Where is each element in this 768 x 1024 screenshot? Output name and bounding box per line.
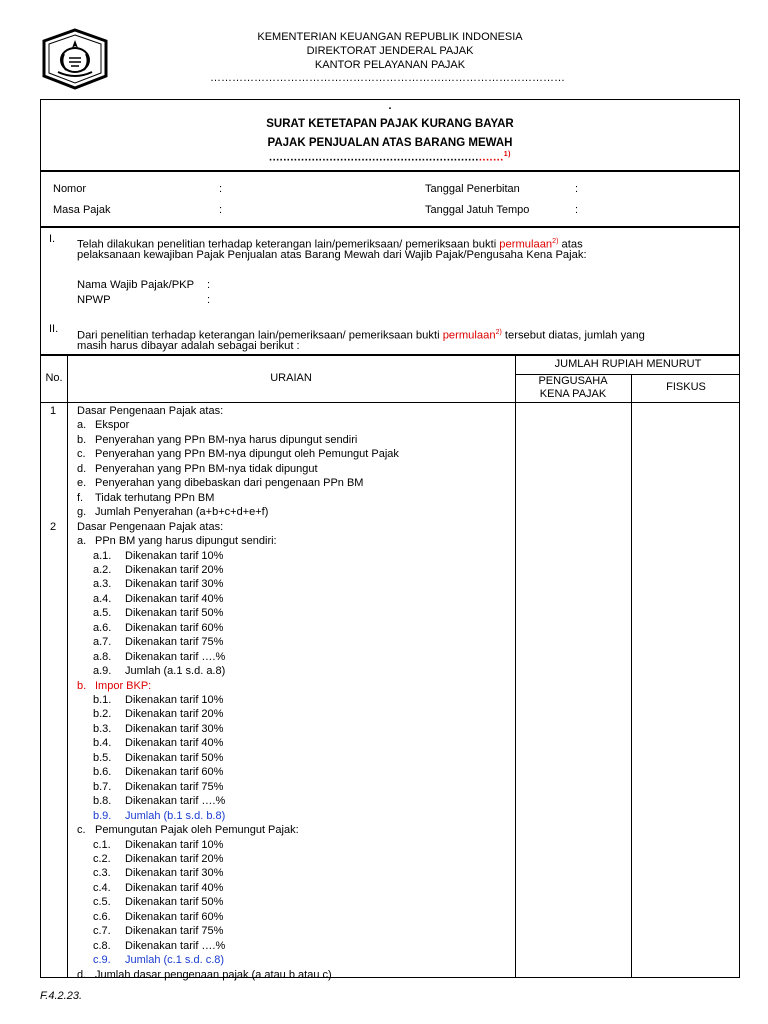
nomor-label: Nomor [53,183,87,195]
table-row: Jumlah (b.1 s.d. b.8) [125,809,226,822]
office-blank: ……………………………………………………….…………………………… [209,72,566,84]
row-label: b.4. [93,737,112,750]
col-divider-uraian [515,356,516,977]
nama-wp-label: Nama Wajib Pajak/PKP [77,279,195,291]
section-2-text-a: Dari penelitian terhadap keterangan lain/pemeriksaan/ pemeriksaan bukti [77,329,440,342]
title-dot: . [388,100,392,112]
npwp-colon: : [207,294,211,306]
table-row: Dikenakan tarif 30% [125,867,224,880]
row-label: b.5. [93,751,112,764]
nomor-colon: : [219,183,223,195]
table-row: Dikenakan tarif 40% [125,737,224,750]
table-row: Dikenakan tarif 50% [125,607,224,620]
row-label: c.8. [93,939,111,952]
table-row: Dikenakan tarif ….% [125,795,226,808]
table-row: Dikenakan tarif ….% [125,650,226,663]
table-row: Dikenakan tarif 40% [125,881,224,894]
row-label: g. [77,506,87,519]
table-row: Pemungutan Pajak oleh Pemungut Pajak: [95,824,299,837]
row-label: c.4. [93,881,111,894]
row-label: a.9. [93,665,112,678]
table-row: Dikenakan tarif 60% [125,766,224,779]
table-row: Dikenakan tarif 20% [125,708,224,721]
row-label: c. [77,824,86,837]
table-row: Dikenakan tarif 40% [125,592,224,605]
table-row: Penyerahan yang PPn BM-nya dipungut oleh Pemungut Pajak [95,448,399,461]
section-2-number: II. [49,323,59,335]
table-row: Dikenakan tarif 50% [125,896,224,909]
table-row: Dikenakan tarif 30% [125,722,224,735]
col-header-jumlah: JUMLAH RUPIAH MENURUT [554,358,702,370]
row-label: a.3. [93,578,112,591]
title-footnote-1: 1) [503,151,511,158]
tanggal-jatuh-tempo-label: Tanggal Jatuh Tempo [425,204,530,216]
col-divider-pengusaha [631,374,632,977]
table-row: Dikenakan tarif ….% [125,939,226,952]
masa-pajak-label: Masa Pajak [53,204,111,216]
row-label: c. [77,448,86,461]
ministry-name: KEMENTERIAN KEUANGAN REPUBLIK INDONESIA [257,31,523,43]
section-2-text-b: tersebut diatas, jumlah yang [504,329,645,342]
table-row: Penyerahan yang dibebaskan dari pengenaan PPn BM [95,477,364,490]
table-row: Penyerahan yang PPn BM-nya harus dipungut sendiri [95,433,358,446]
table-row: Dikenakan tarif 10% [125,549,224,562]
row-label: a. [77,419,87,432]
table-row: Dikenakan tarif 75% [125,780,224,793]
section-2-footnote: 2) [495,329,502,336]
row-label: d. [77,968,87,981]
section-1-number: I. [49,233,56,245]
title-blank-dots-red: ....... [478,151,504,164]
table-row: Jumlah Penyerahan (a+b+c+d+e+f) [95,506,269,519]
table-row: Dikenakan tarif 10% [125,694,224,706]
title-line-1: SURAT KETETAPAN PAJAK KURANG BAYAR [266,118,514,130]
row-label: c.1. [93,838,111,851]
row-label: c.9. [93,954,111,967]
table-row: Dikenakan tarif 75% [125,925,224,938]
title-box [40,99,740,171]
row-label: f. [77,491,84,504]
row-label: a.5. [93,607,112,620]
row-label: a. [77,535,87,548]
row-label: c.7. [93,925,111,938]
row-label: b.3. [93,722,112,735]
table-row: Penyerahan yang PPn BM-nya tidak dipungut [95,462,318,475]
row-number: 2 [50,520,57,533]
table-row: PPn BM yang harus dipungut sendiri: [95,535,277,548]
row-label: b.6. [93,766,112,779]
col-header-pengusaha-1: PENGUSAHA [538,375,608,387]
row-label: c.5. [93,896,111,909]
header-bottom-line [41,402,739,403]
table-row: Dasar Pengenaan Pajak atas: [77,520,224,533]
section-1-line-2: pelaksanaan kewajiban Pajak Penjualan atas Barang Mewah dari Wajib Pajak/Pengusaha Kena Pajak: [77,249,587,261]
row-label: c.3. [93,867,111,880]
col-header-no: No. [45,372,63,384]
table-row: Impor BKP: [95,679,152,692]
table-row: Dasar Pengenaan Pajak atas: [77,405,224,417]
row-label: c.6. [93,910,111,923]
row-label: e. [77,477,87,490]
meta-box [40,171,740,227]
table-row: Dikenakan tarif 75% [125,636,224,649]
row-label: b.8. [93,795,112,808]
col-header-fiskus: FISKUS [666,381,706,393]
npwp-label: NPWP [77,294,111,306]
row-label: a.6. [93,621,112,634]
table-row: Jumlah (c.1 s.d. c.8) [125,954,225,967]
tanggal-penerbitan-label: Tanggal Penerbitan [425,183,520,195]
section-box [40,227,740,355]
tanggal-jatuh-tempo-colon: : [575,204,579,216]
table-row: Tidak terhutang PPn BM [95,491,215,504]
row-label: b.1. [93,694,112,706]
row-label: a.8. [93,650,112,663]
nama-wp-colon: : [207,279,211,291]
col-divider-no [67,356,68,977]
section-2-line-2: masih harus dibayar adalah sebagai berikut : [77,340,300,352]
table-row: Dikenakan tarif 60% [125,910,224,923]
section-1-footnote: 2) [552,238,559,245]
col-header-pengusaha-2: KENA PAJAK [539,388,607,400]
title-line-2: PAJAK PENJUALAN ATAS BARANG MEWAH [267,137,513,149]
row-label: a.1. [93,549,112,562]
table-row: Jumlah dasar pengenaan pajak (a atau b atau c) [95,968,332,981]
title-blank [41,151,739,164]
section-1-permulaan: permulaan [499,238,553,251]
directorate-name: DIREKTORAT JENDERAL PAJAK [306,45,474,57]
row-label: b. [77,433,87,446]
row-label: a.7. [93,636,112,649]
table-row: Dikenakan tarif 30% [125,578,224,591]
tax-table [40,355,740,981]
table-row: Dikenakan tarif 50% [125,751,224,764]
tanggal-penerbitan-colon: : [575,183,579,195]
ministry-logo [40,28,110,90]
row-label: a.2. [93,563,112,576]
form-code: F.4.2.23. [40,990,82,1002]
row-label: a.4. [93,592,112,605]
row-label: c.2. [93,852,111,865]
table-row: Dikenakan tarif 20% [125,852,224,865]
title-blank-dots: ........................................................... [269,151,479,164]
table-row: Jumlah (a.1 s.d. a.8) [125,665,226,678]
table-row: Dikenakan tarif 60% [125,621,224,634]
table-row: Dikenakan tarif 20% [125,563,224,576]
row-label: b.2. [93,708,112,721]
row-label: b. [77,679,87,692]
col-header-uraian: URAIAN [270,372,312,384]
row-label: b.7. [93,780,112,793]
row-label: b.9. [93,809,112,822]
section-1-text-a: Telah dilakukan penelitian terhadap keterangan lain/pemeriksaan/ pemeriksaan bukti [77,238,497,251]
masa-pajak-colon: : [219,204,223,216]
section-2-permulaan: permulaan [442,329,496,342]
table-row: Dikenakan tarif 10% [125,838,224,851]
table-row: Ekspor [95,419,130,432]
office-name: KANTOR PELAYANAN PAJAK [314,59,466,71]
row-number: 1 [50,405,57,417]
row-label: d. [77,462,87,475]
section-1-text-b: atas [561,238,583,251]
